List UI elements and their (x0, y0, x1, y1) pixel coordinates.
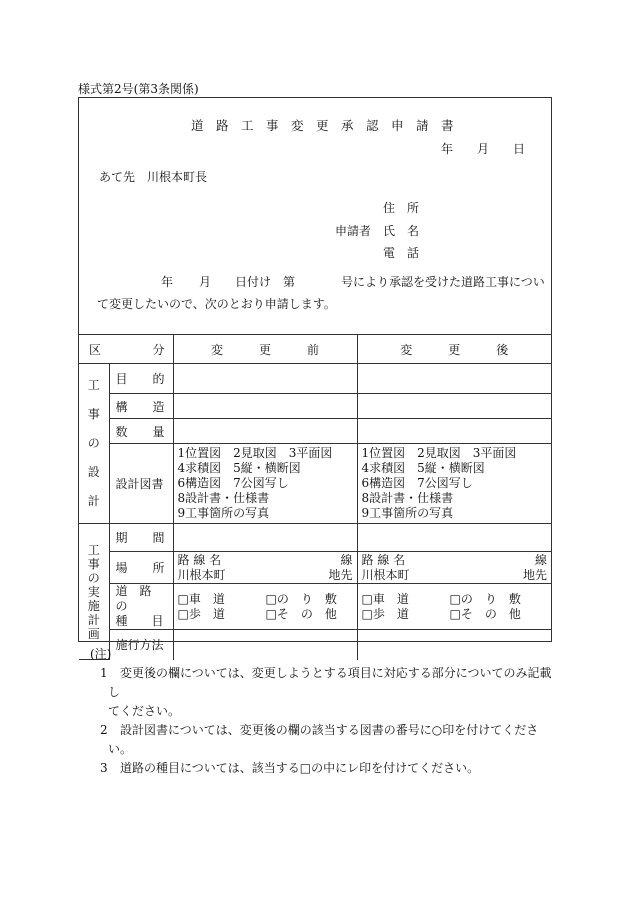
label-design-docs: 設計図書 (109, 444, 173, 524)
road-type-before[interactable]: □車 道 □の り 敷 □歩 道 □そ の 他 (173, 584, 357, 630)
applicant-address-label: 住 所 (383, 201, 420, 215)
notes (78, 645, 558, 778)
change-table (79, 334, 551, 660)
applicant-phone-label: 電 話 (383, 246, 420, 260)
design-docs-before[interactable]: 1位置図 2見取図 3平面図 4求積図 5縦・横断図 6構造図 7公図写し 8設計書・仕様書 9工事箇所の写真 (173, 444, 357, 524)
body-text-1: 号により承認を受けた道路工事につい (341, 275, 545, 289)
design-docs-after[interactable]: 1位置図 2見取図 3平面図 4求積図 5縦・横断図 6構造図 7公図写し 8設計書・仕様書 9工事箇所の写真 (357, 444, 551, 524)
note-3: 3 道路の種目については、該当する□の中にレ印を付けてください。 (100, 761, 480, 775)
quantity-before[interactable] (173, 419, 357, 444)
notes-heading: (注) (90, 647, 112, 661)
structure-before[interactable] (173, 394, 357, 419)
note-1-cont: てください。 (108, 704, 181, 718)
label-place: 場 所 (109, 552, 173, 584)
road-type-after[interactable]: □車 道 □の り 敷 □歩 道 □そ の 他 (357, 584, 551, 630)
label-period: 期 間 (109, 524, 173, 552)
label-purpose: 目 的 (109, 364, 173, 394)
place-before[interactable]: 路 線 名 線 川根本町 地先 (173, 552, 357, 584)
purpose-before[interactable] (173, 364, 357, 394)
date-day: 日 (513, 142, 526, 156)
form-title: 道 路 工 事 変 更 承 認 申 請 書 (191, 118, 454, 133)
body-year: 年 (161, 275, 174, 289)
purpose-after[interactable] (357, 364, 551, 394)
form-label: 様式第2号(第3条関係) (78, 82, 199, 96)
note-1: 1 変更後の欄については、変更しようとする項目に対応する部分についてのみ記載し (100, 666, 552, 699)
label-road-type: 道 路 の 種 目 (109, 584, 173, 630)
date-month: 月 (477, 142, 490, 156)
label-quantity: 数 量 (109, 419, 173, 444)
place-after[interactable]: 路 線 名 線 川根本町 地先 (357, 552, 551, 584)
date-year: 年 (441, 142, 454, 156)
body-month: 月 (199, 275, 212, 289)
group-implementation: 工 事 の 実 施 計 画 (79, 524, 109, 660)
header-kubun: 区 分 (79, 335, 173, 364)
applicant-name-label: 氏 名 (383, 224, 420, 238)
label-structure: 構 造 (109, 394, 173, 419)
header-after: 変 更 後 (357, 335, 551, 364)
structure-after[interactable] (357, 394, 551, 419)
body-date-no: 日付け 第 (235, 275, 296, 289)
period-after[interactable] (357, 524, 551, 552)
period-before[interactable] (173, 524, 357, 552)
body-text-2: て変更したいので、次のとおり申請します。 (97, 297, 336, 311)
applicant-role-label: 申請者 (335, 224, 372, 238)
header-before: 変 更 前 (173, 335, 357, 364)
quantity-after[interactable] (357, 419, 551, 444)
note-2: 2 設計図書については、変更後の欄の該当する図書の番号に○印を付けてください。 (100, 723, 539, 756)
label-method: 施行方法 (109, 630, 173, 660)
application-form (78, 97, 552, 653)
group-design: 工 事 の 設 計 (79, 364, 109, 524)
addressee: あて先 川根本町長 (99, 170, 208, 184)
